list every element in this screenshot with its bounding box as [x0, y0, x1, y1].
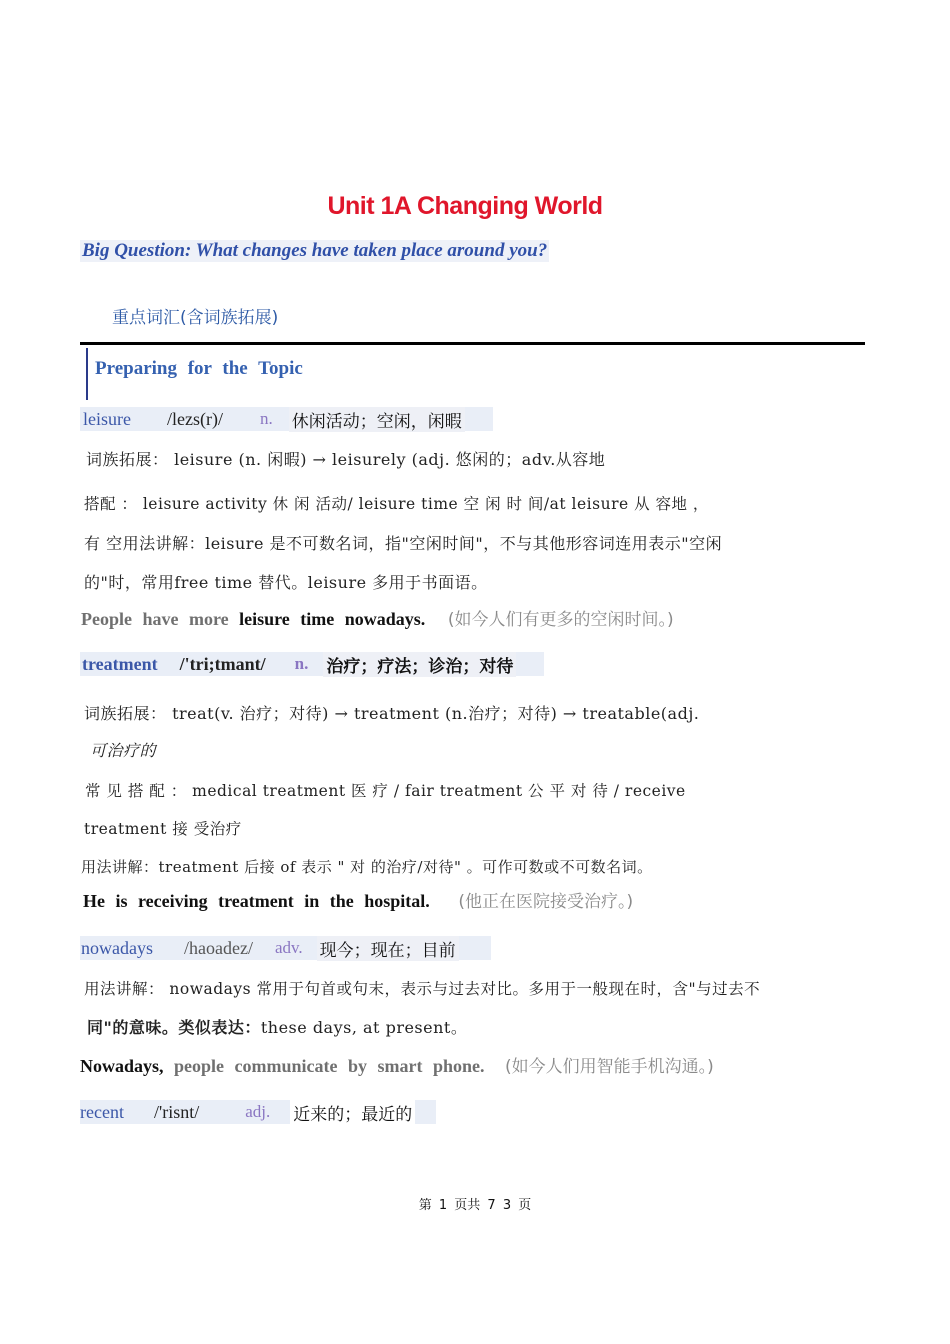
word-family: 词族拓展： treat(v. 治疗；对待) → treatment (n.治疗；对待) → treatable(adj. — [84, 704, 700, 723]
entry-nowadays-headword — [80, 936, 491, 960]
meaning: 治疗；疗法；诊治；对待 — [323, 652, 516, 677]
example-part: He is receiving treatment in the hospital. — [83, 891, 430, 911]
word-family: 词族拓展： leisure (n. 闲暇) → leisurely (adj. 悠闲的；adv.从容地 — [86, 450, 606, 469]
phonetic: /lezs(r)/ — [166, 408, 223, 429]
part-of-speech: n. — [294, 654, 309, 673]
example-sentence — [83, 887, 633, 912]
example-translation: (他正在医院接受治疗。) — [458, 892, 634, 912]
usage-note-cont — [87, 1015, 467, 1038]
meaning: 现今；现在；目前 — [317, 936, 459, 961]
entry-treatment-headword — [80, 652, 544, 676]
meaning: 休闲活动；空闲，闲暇 — [289, 407, 465, 432]
example-translation: (如今人们有更多的空闲时间。) — [447, 610, 674, 630]
entry-leisure-headword — [80, 407, 493, 431]
usage-note-cont: 的"时，常用free time 替代。leisure 多用于书面语。 — [84, 573, 488, 592]
phonetic: /'tri;tmant/ — [179, 653, 266, 674]
usage-note: 用法讲解：treatment 后接 of 表示 " 对 的治疗/对待" 。可作可数或不可数名词。 — [81, 858, 653, 876]
part-of-speech: adv. — [274, 938, 303, 957]
usage-part: these days, at present。 — [260, 1018, 468, 1037]
usage-part: 同"的意味。类似表达： — [87, 1018, 261, 1037]
example-translation: (如今人们用智能手机沟通。) — [505, 1057, 714, 1077]
usage-note: 用法讲解： nowadays 常用于句首或句末，表示与过去对比。多用于一般现在时，含"与过去不 — [84, 980, 761, 998]
page-footer: 第 1 页共 7 3 页 — [418, 1198, 532, 1213]
headword: recent — [80, 1101, 124, 1122]
entry-recent-headword — [80, 1100, 436, 1124]
section-heading: 重点词汇(含词族拓展) — [112, 308, 279, 328]
headword: nowadays — [81, 937, 153, 958]
example-sentence — [81, 605, 674, 630]
collocation: 搭配 ： leisure activity 休 闲 活动/ leisure time 空 闲 时 间/at leisure 从 容地 ， — [84, 495, 709, 513]
headword: treatment — [82, 653, 158, 674]
meaning: 近来的；最近的 — [290, 1100, 415, 1125]
big-question: Big Question: What changes have taken place around you? — [82, 240, 548, 261]
part-of-speech: adj. — [245, 1102, 271, 1121]
example-part: leisure time nowadays. — [239, 609, 426, 629]
section-divider — [80, 342, 865, 345]
example-part: People have more — [81, 609, 229, 629]
example-part: people communicate by smart phone. — [174, 1056, 485, 1076]
usage-note: 有 空用法讲解：leisure 是不可数名词，指"空闲时间"，不与其他形容词连用表示"空闲 — [84, 534, 723, 553]
phonetic: /'risnt/ — [153, 1101, 200, 1122]
topic-heading: Preparing for the Topic — [95, 358, 303, 379]
headword: leisure — [83, 408, 131, 429]
topic-sidebar-bar — [86, 348, 88, 400]
word-family-cont: 可治疗的 — [90, 741, 157, 760]
collocation: 常 见 搭 配 ： medical treatment 医 疗 / fair treatment 公 平 对 待 / receive — [85, 782, 686, 800]
phonetic: /haoadez/ — [183, 937, 253, 958]
example-sentence — [80, 1052, 714, 1077]
collocation-cont: treatment 接 受治疗 — [84, 820, 242, 838]
example-part: Nowadays, — [80, 1056, 164, 1076]
page-title: Unit 1A Changing World — [327, 192, 603, 220]
part-of-speech: n. — [259, 409, 273, 428]
